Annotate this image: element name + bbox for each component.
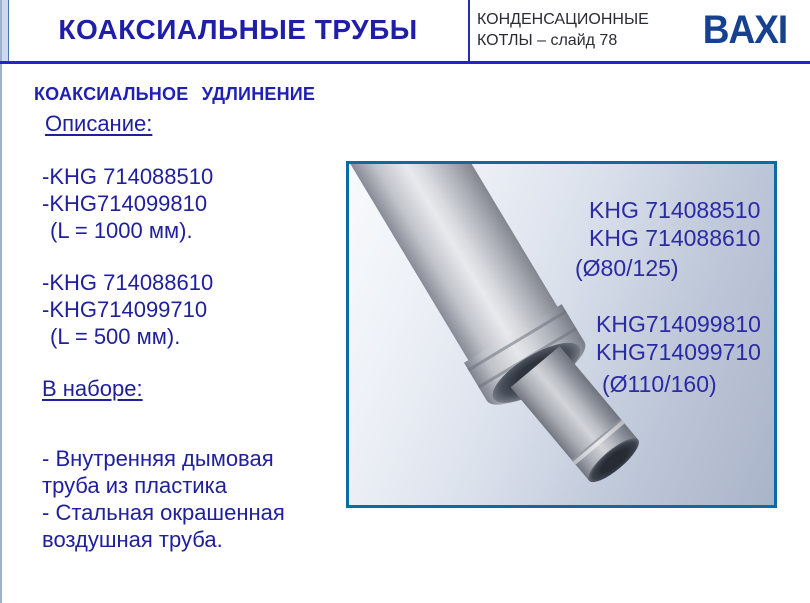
photo-code: KHG714099810 [596, 311, 761, 337]
subtitle-line-1: КОНДЕНСАЦИОННЫЕ [477, 11, 649, 28]
header-rule [0, 61, 810, 64]
length-line-500: (L = 500 мм). [50, 324, 181, 349]
photo-diameter-110-160: (Ø110/160) [602, 371, 717, 397]
code-line-1000-1: -KHG 714088510 [42, 164, 214, 189]
set-line-2: труба из пластика [42, 473, 227, 498]
set-line-1: - Внутренняя дымовая [42, 446, 274, 471]
photo-code: KHG714099710 [596, 339, 761, 365]
photo-code: KHG 714088510 [589, 197, 761, 223]
code-line-500-2: -KHG714099710 [42, 297, 208, 322]
header-divider [468, 0, 470, 61]
inner-flue-pipe [511, 346, 653, 498]
set-line-3: - Стальная окрашенная [42, 500, 285, 525]
photo-code: KHG 714088610 [589, 225, 761, 251]
set-line-4: воздушная труба. [42, 527, 223, 552]
photo-codes-80-125 [589, 196, 760, 252]
baxi-logo: BAXI [702, 7, 788, 52]
subtitle-line-2: КОТЛЫ – слайд 78 [477, 32, 618, 49]
set-label: В наборе: [42, 376, 143, 401]
photo-diameter-80-125: (Ø80/125) [575, 255, 679, 281]
code-line-1000-2: -KHG714099810 [42, 191, 208, 216]
code-line-500-1: -KHG 714088610 [42, 270, 214, 295]
left-edge-stripe [2, 0, 9, 62]
length-line-1000: (L = 1000 мм). [50, 218, 193, 243]
product-photo [346, 161, 777, 508]
slide-title: КОАКСИАЛЬНЫЕ ТРУБЫ [58, 14, 418, 45]
photo-codes-110-160 [596, 310, 761, 366]
description-label: Описание: [45, 111, 153, 136]
section-heading: КОАКСИАЛЬНОЕ УДЛИНЕНИЕ [34, 84, 316, 104]
left-edge-line [0, 0, 2, 603]
header-subtitle [477, 9, 649, 51]
